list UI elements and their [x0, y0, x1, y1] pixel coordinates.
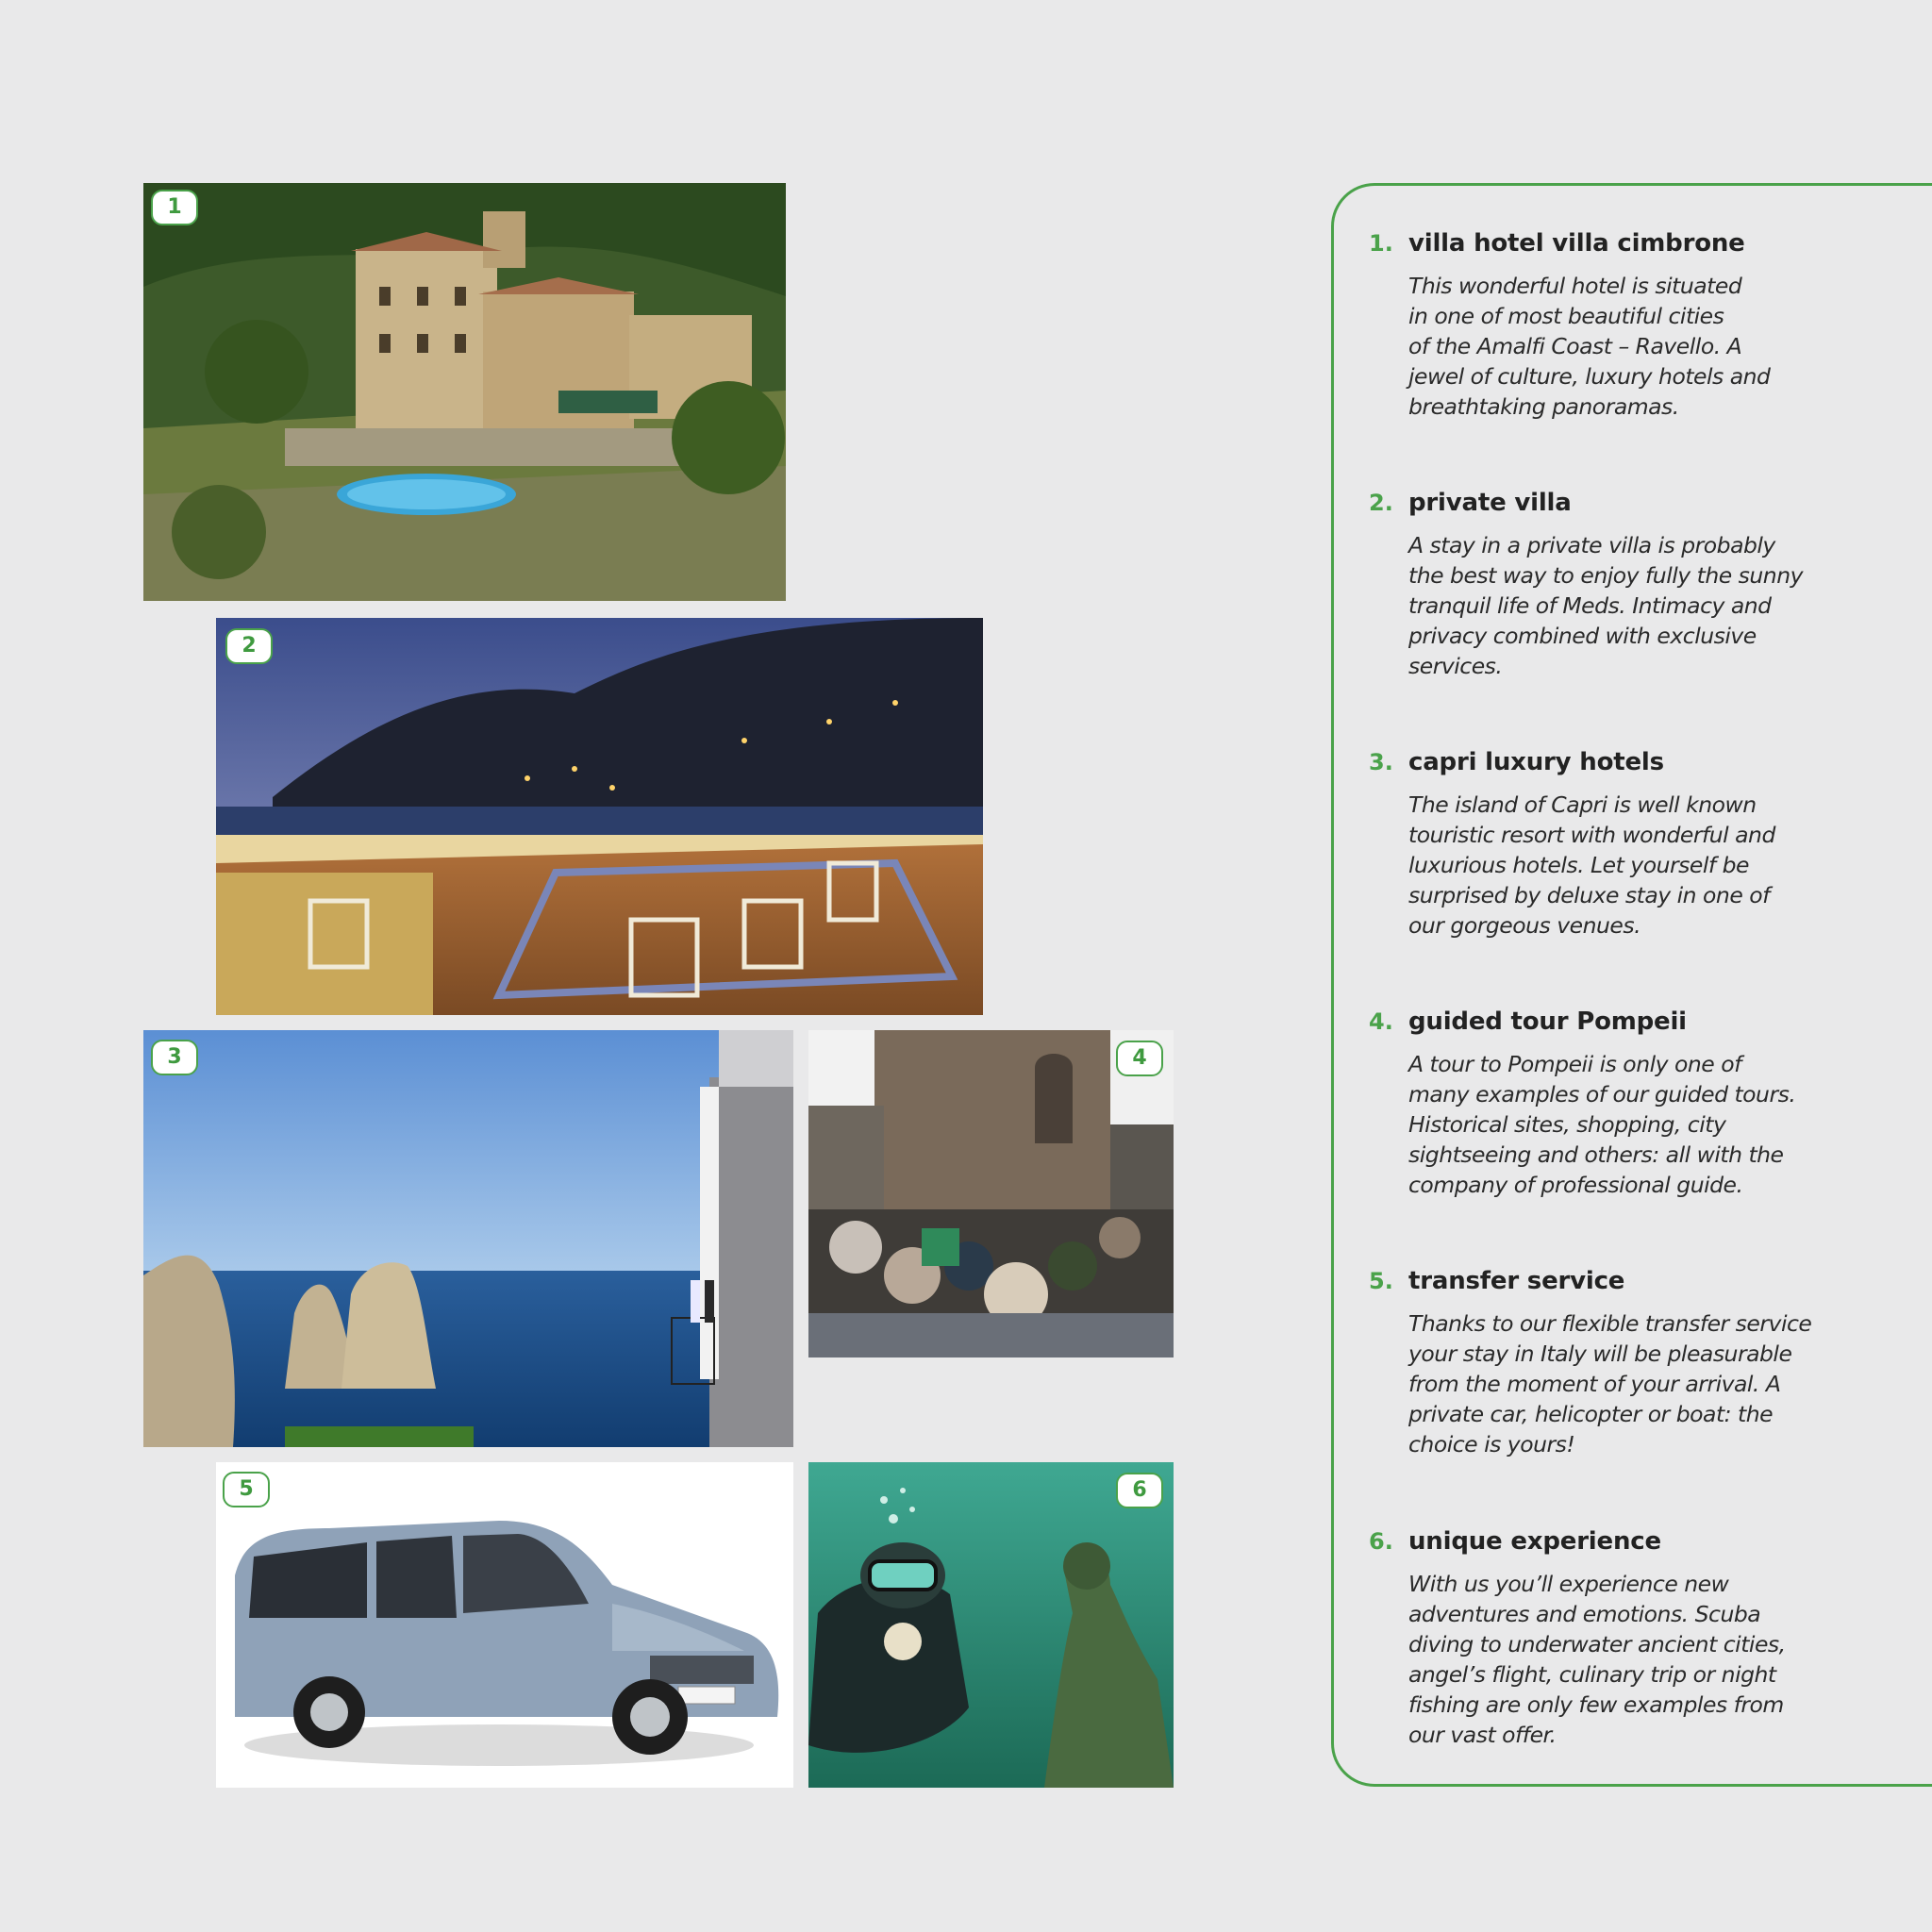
photo-number-badge: 6 [1116, 1473, 1163, 1508]
item-description: A tour to Pompeii is only one of many examples of our guided tours. Historical sites, shopping, city sightseeing and others: all with the company of professional guide. [1408, 1051, 1796, 1198]
item-number: 2. [1369, 490, 1393, 516]
photo-number-badge: 2 [225, 628, 273, 664]
van-photo [216, 1462, 793, 1788]
item-number: 4. [1369, 1008, 1393, 1035]
villa-hotel-photo [143, 183, 786, 601]
item-title: unique experience [1408, 1527, 1661, 1556]
item-number: 5. [1369, 1268, 1393, 1294]
item-number: 3. [1369, 749, 1393, 775]
item-title: guided tour Pompeii [1408, 1008, 1687, 1036]
item-title: villa hotel villa cimbrone [1408, 229, 1745, 258]
item-description: A stay in a private villa is probably the best way to enjoy fully the sunny tranquil life of Meds. Intimacy and privacy combined with exclusive services. [1408, 532, 1804, 679]
list-item-pompeii-tour [1369, 1008, 1803, 1200]
photo-number-badge: 4 [1116, 1041, 1163, 1076]
night-terrace-photo [216, 618, 983, 1015]
capri-coast-photo [143, 1030, 793, 1447]
item-description: With us you’ll experience new adventures and emotions. Scuba diving to underwater ancient cities, angel’s flight, culinary trip or night fishing are only few examples from our vast offer. [1408, 1571, 1786, 1748]
item-description: This wonderful hotel is situated in one of most beautiful cities of the Amalfi Coast – Ravello. A jewel of culture, luxury hotels and breathtaking panoramas. [1408, 273, 1771, 420]
pompeii-tour-photo [808, 1030, 1174, 1357]
item-description: The island of Capri is well known touristic resort with wonderful and luxurious hotels. Let yourself be surprised by deluxe stay in one of our gorgeous venues. [1408, 791, 1775, 939]
item-title: private villa [1408, 489, 1572, 517]
list-item-capri-hotels [1369, 748, 1803, 941]
photo-number-badge: 1 [151, 190, 198, 225]
list-item-villa-hotel [1369, 229, 1803, 422]
item-title: transfer service [1408, 1267, 1625, 1295]
item-description: Thanks to our flexible transfer service your stay in Italy will be pleasurable from the moment of your arrival. A private car, helicopter or boat: the choice is yours! [1408, 1310, 1812, 1457]
item-title: capri luxury hotels [1408, 748, 1664, 776]
photo-number-badge: 3 [151, 1040, 198, 1075]
list-item-transfer-service [1369, 1267, 1812, 1459]
photo-number-badge: 5 [223, 1472, 270, 1507]
item-number: 6. [1369, 1528, 1393, 1555]
scuba-diver-photo [808, 1462, 1174, 1788]
list-item-private-villa [1369, 489, 1803, 681]
item-number: 1. [1369, 230, 1393, 257]
list-item-unique-experience [1369, 1527, 1803, 1750]
